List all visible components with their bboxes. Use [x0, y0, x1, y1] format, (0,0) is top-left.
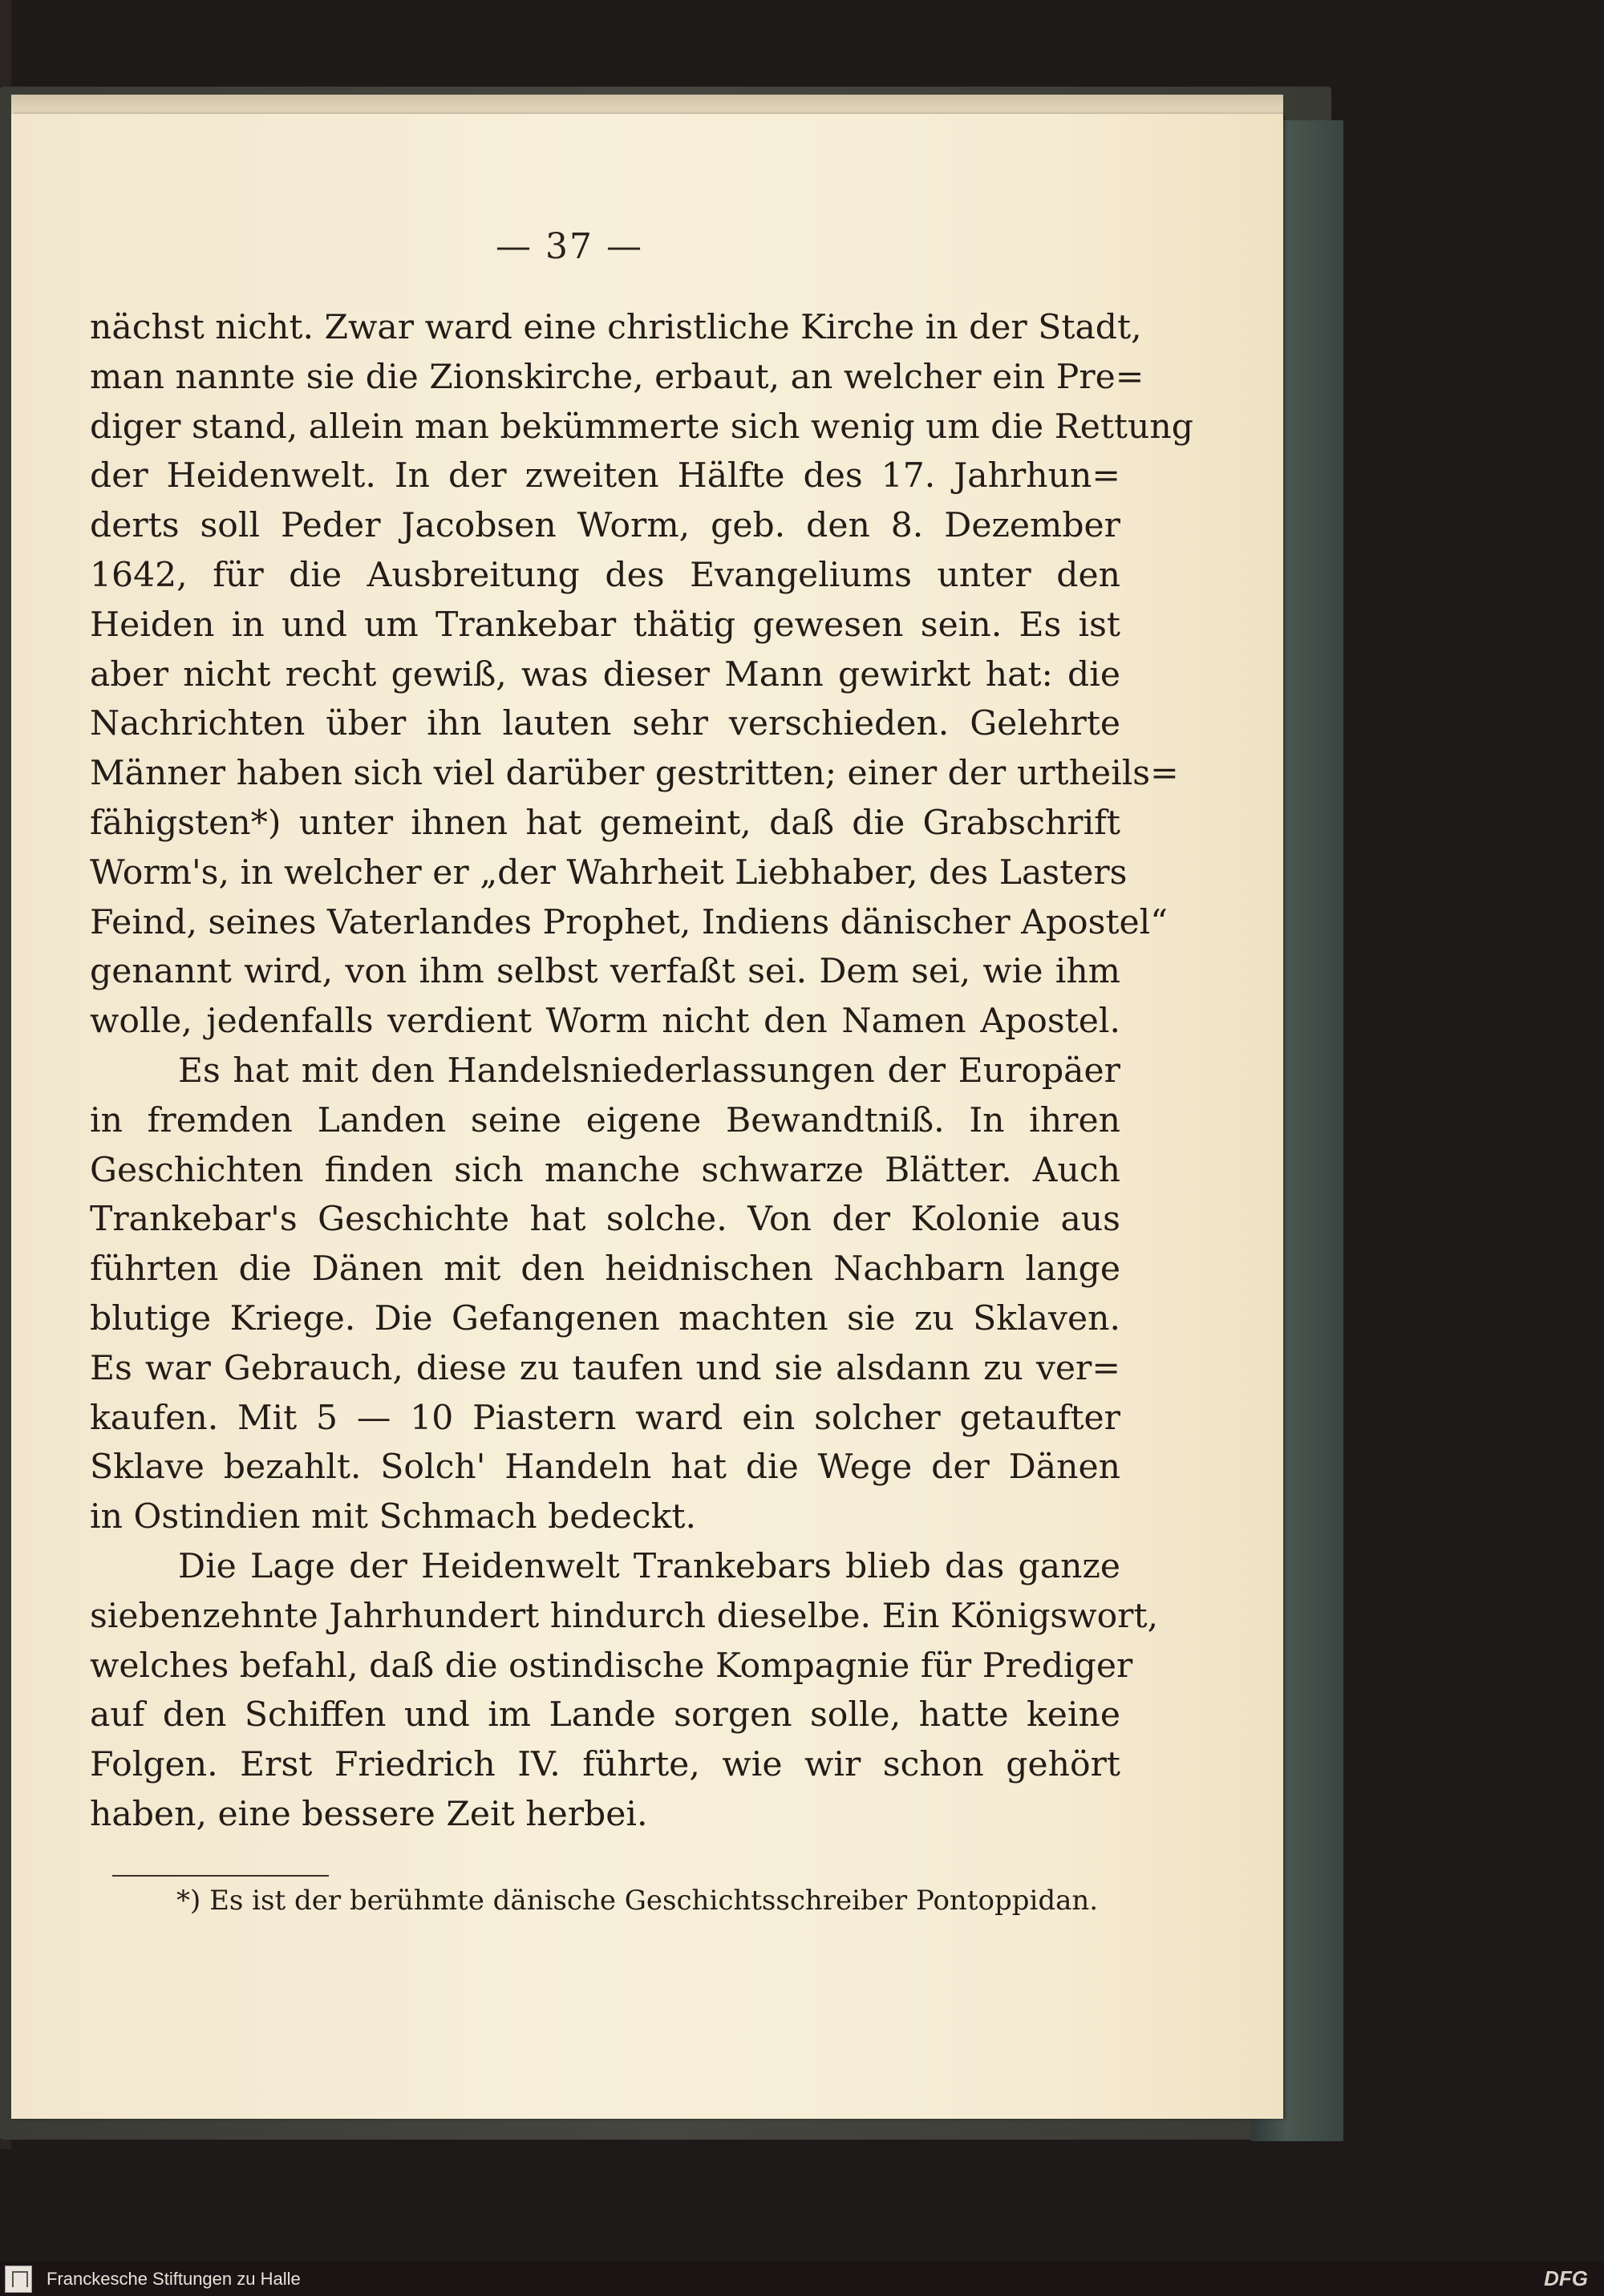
institution-name: Franckesche Stiftungen zu Halle — [47, 2269, 301, 2289]
text-line: kaufen. Mit 5 — 10 Piastern ward ein solcher getaufter — [90, 1398, 1120, 1438]
text-line: haben, eine bessere Zeit herbei. — [90, 1794, 648, 1834]
text-line: diger stand, allein man bekümmerte sich wenig um die Rettung — [90, 407, 1193, 447]
text-line: genannt wird, von ihm selbst verfaßt sei. Dem sei, wie ihm — [90, 952, 1120, 992]
viewer-footer — [0, 2262, 1604, 2296]
text-line: Die Lage der Heidenwelt Trankebars blieb das ganze — [178, 1546, 1120, 1586]
text-line: Nachrichten über ihn lauten sehr verschieden. Gelehrte — [90, 704, 1120, 744]
text-line: Männer haben sich viel darüber gestritten; einer der urtheils= — [90, 754, 1179, 794]
footnote-rule — [112, 1875, 329, 1877]
text-line: in Ostindien mit Schmach bedeckt. — [90, 1497, 696, 1537]
institution-logo-icon — [5, 2266, 32, 2293]
text-line: siebenzehnte Jahrhundert hindurch dieselbe. Ein Königswort, — [90, 1596, 1159, 1636]
text-line: Feind, seines Vaterlandes Prophet, Indiens dänischer Apostel“ — [90, 902, 1169, 942]
text-line: Es war Gebrauch, diese zu taufen und sie alsdann zu ver= — [90, 1348, 1120, 1388]
text-line: man nannte sie die Zionskirche, erbaut, an welcher ein Pre= — [90, 357, 1144, 397]
text-line: Es hat mit den Handelsniederlassungen der Europäer — [178, 1051, 1120, 1091]
text-line: nächst nicht. Zwar ward eine christliche Kirche in der Stadt, — [90, 308, 1142, 347]
text-line: auf den Schiffen und im Lande sorgen solle, hatte keine — [90, 1695, 1120, 1735]
footnote: *) Es ist der berühmte dänische Geschichtsschreiber Pontoppidan. — [176, 1885, 1099, 1917]
text-line: Worm's, in welcher er „der Wahrheit Liebhaber, des Lasters — [90, 852, 1128, 893]
text-line: 1642, für die Ausbreitung des Evangeliums unter den — [90, 555, 1120, 595]
text-line: fähigsten*) unter ihnen hat gemeint, daß die Grabschrift — [90, 803, 1120, 843]
text-line: der Heidenwelt. In der zweiten Hälfte des 17. Jahrhun= — [90, 456, 1120, 496]
text-line: Folgen. Erst Friedrich IV. führte, wie wir schon gehört — [90, 1745, 1120, 1785]
text-line: in fremden Landen seine eigene Bewandtniß. In ihren — [90, 1100, 1120, 1140]
page-number: — 37 — — [496, 226, 643, 267]
text-line: Sklave bezahlt. Solch' Handeln hat die Wege der Dänen — [90, 1448, 1120, 1488]
dfg-brand: DFG — [1544, 2266, 1588, 2290]
text-line: Trankebar's Geschichte hat solche. Von der Kolonie aus — [90, 1200, 1120, 1240]
text-line: führten die Dänen mit den heidnischen Nachbarn lange — [90, 1249, 1120, 1290]
body-text — [90, 303, 1193, 1840]
text-line: aber nicht recht gewiß, was dieser Mann gewirkt hat: die — [90, 654, 1120, 694]
text-line: blutige Kriege. Die Gefangenen machten sie zu Sklaven. — [90, 1298, 1120, 1338]
text-line: derts soll Peder Jacobsen Worm, geb. den 8. Dezember — [90, 506, 1120, 546]
text-line: welches befahl, daß die ostindische Kompagnie für Prediger — [90, 1646, 1133, 1686]
text-line: Geschichten finden sich manche schwarze Blätter. Auch — [90, 1150, 1120, 1190]
text-line: wolle, jedenfalls verdient Worm nicht den Namen Apostel. — [90, 1002, 1120, 1042]
text-line: Heiden in und um Trankebar thätig gewesen sein. Es ist — [90, 605, 1120, 645]
